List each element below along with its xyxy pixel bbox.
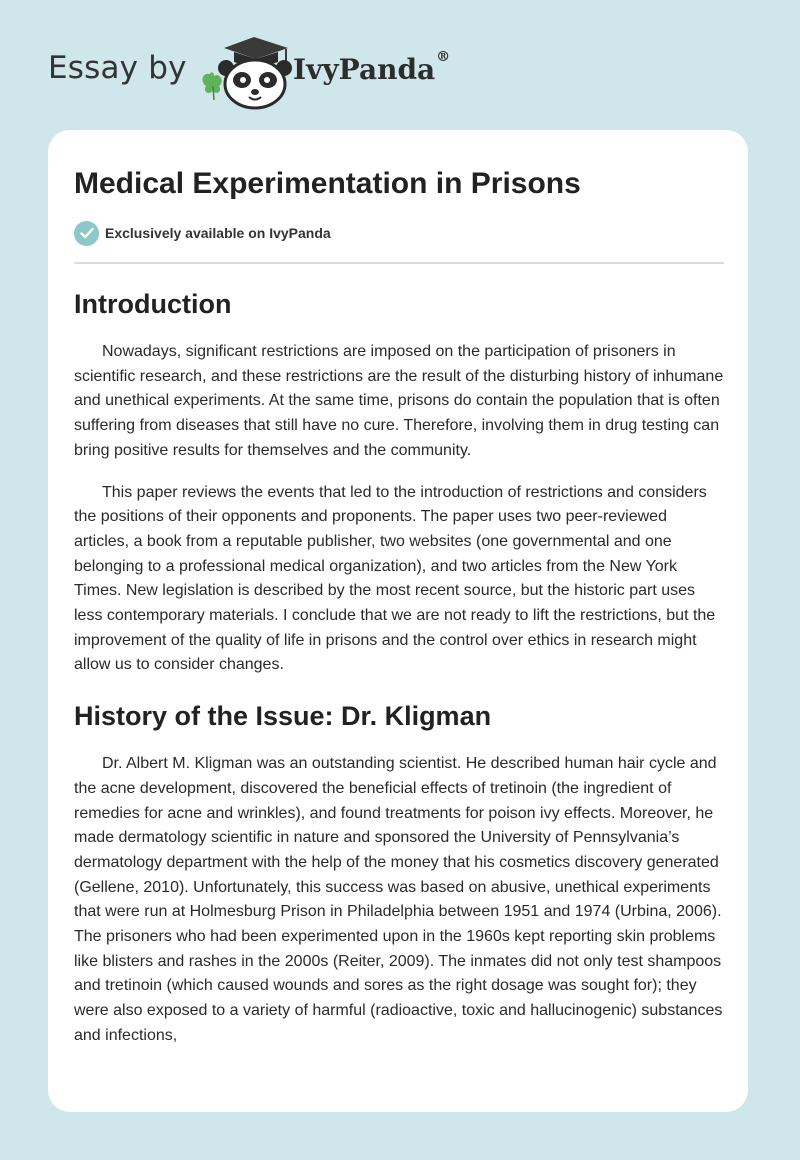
trademark-symbol: ® (436, 49, 451, 65)
essay-card (48, 130, 748, 1112)
section-heading-history: History of the Issue: Dr. Kligman (74, 701, 492, 732)
essay-by-label: Essay by (48, 50, 187, 86)
exclusive-badge (74, 220, 724, 246)
essay-content (74, 164, 724, 1049)
essay-title: Medical Experimentation in Prisons (74, 167, 581, 200)
ivypanda-logo-icon[interactable] (198, 34, 294, 110)
brand-name[interactable] (293, 49, 451, 86)
site-header (0, 0, 800, 130)
intro-paragraph-1: Nowadays, significant restrictions are imposed on the participation of prisoners in scientific research, and these restrictions are the result of the disturbing history of inhumane and unethical experiments. At the same time, prisons do contain the population that is often suffering from diseases that still have no cure. Therefore, involving them in drug testing can bring positive results for themselves and the community. (74, 343, 724, 459)
ivy-leaf-icon (203, 72, 222, 100)
check-icon (74, 221, 99, 246)
brand-text: IvyPanda (293, 53, 436, 86)
history-paragraph-1: Dr. Albert M. Kligman was an outstanding scientist. He described human hair cycle and the acne development, discovered the beneficial effects of tretinoin (the ingredient of remedies for acne and wrinkles), and found treatments for poison ivy effects. Moreover, he made dermatology scientific in nature and sponsored the University of Pennsylvania’s dermatology department with the help of the money that his cosmetics discovery generated (Gellene, 2010). Unfortunately, this success was based on abusive, unethical experiments that were run at Holmesburg Prison in Philadelphia between 1951 and 1974 (Urbina, 2006). The prisoners who had been experimented upon in the 1960s kept reporting skin problems like blisters and rashes in the 2000s (Reiter, 2009). The inmates did not only test shampoos and tretinoin (which caused wounds and sores as the right dosage was sought for); they were also exposed to a variety of harmful (radioactive, toxic and hallucinogenic) substances and infections, (74, 755, 723, 1044)
exclusive-badge-label: Exclusively available on IvyPanda (105, 225, 331, 241)
section-heading-introduction: Introduction (74, 289, 232, 319)
title-divider (74, 262, 724, 264)
intro-paragraph-2: This paper reviews the events that led to the introduction of restrictions and considers the positions of their opponents and proponents. The paper uses two peer-reviewed articles, a book from a reputable publisher, two websites (one governmental and one belonging to a professional medical organization), and two articles from the New York Times. New legislation is described by the most recent source, but the historic part uses less contemporary materials. I conclude that we are not ready to lift the restrictions, but the improvement of the quality of life in prisons and the control over ethics in research might allow us to consider changes. (74, 483, 716, 674)
